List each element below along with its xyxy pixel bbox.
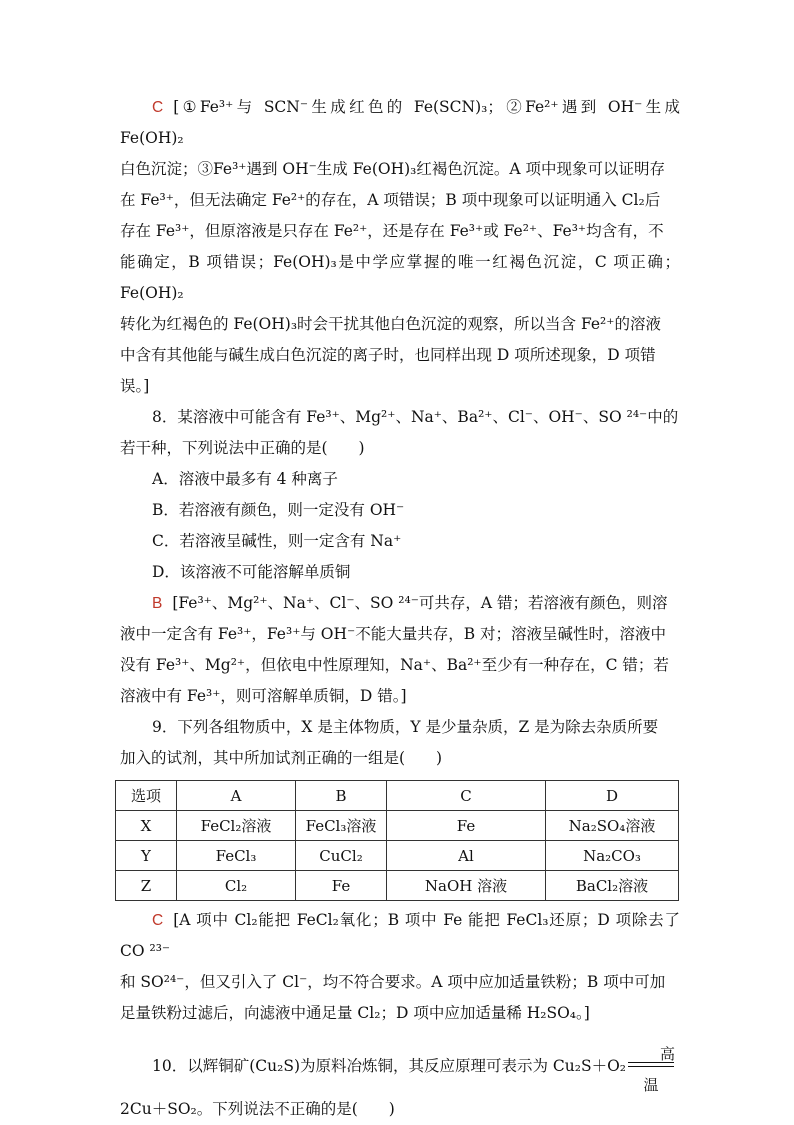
table-cell: A [177, 781, 296, 811]
answer-line: 误。] [120, 377, 150, 395]
question-stem: 若干种，下列说法中正确的是( ) [120, 439, 365, 457]
question-stem: 加入的试剂，其中所加试剂正确的一组是( ) [120, 749, 443, 767]
table-cell: Z [116, 871, 177, 901]
question-9 [120, 712, 680, 901]
table-cell: FeCl₂溶液 [177, 811, 296, 841]
answer-7 [120, 92, 680, 402]
answer-line: 液中一定含有 Fe³⁺，Fe³⁺与 OH⁻不能大量共存，B 对；溶液呈碱性时，溶液中 [120, 625, 667, 643]
answer-line: C [A 项中 Cl₂能把 FeCl₂氧化；B 项中 Fe 能把 FeCl₃还原；D 项除去了 CO ²³⁻ [120, 911, 680, 960]
question-stem: 2Cu＋SO₂。下列说法不正确的是( ) [120, 1100, 395, 1118]
table-cell: Fe [387, 811, 546, 841]
answer-letter: C [152, 912, 164, 929]
table-header-row [116, 781, 679, 811]
answer-line: 足量铁粉过滤后，向滤液中通足量 Cl₂；D 项中应加适量稀 H₂SO₄。] [120, 1004, 590, 1022]
option-a: A．溶液中最多有 4 种离子 [152, 470, 338, 488]
table-cell: CuCl₂ [296, 841, 387, 871]
document-page [120, 92, 680, 1125]
table-cell: Na₂SO₄溶液 [546, 811, 679, 841]
table-cell: Fe [296, 871, 387, 901]
question-8 [120, 402, 680, 588]
answer-line: 溶液中有 Fe³⁺，则可溶解单质铜，D 错。] [120, 687, 407, 705]
table-cell: D [546, 781, 679, 811]
table-cell: 选项 [116, 781, 177, 811]
table-cell: Na₂CO₃ [546, 841, 679, 871]
table-cell: B [296, 781, 387, 811]
option-d: D．该溶液不可能溶解单质铜 [152, 563, 351, 581]
answer-line: 能确定，B 项错误；Fe(OH)₃是中学应掌握的唯一红褐色沉淀，C 项正确；Fe(OH)₂ [120, 253, 680, 302]
question-10 [120, 1045, 680, 1125]
answer-line: C [①Fe³⁺与 SCN⁻生成红色的 Fe(SCN)₃；②Fe²⁺遇到 OH⁻生成 Fe(OH)₂ [120, 98, 680, 147]
answer-9 [120, 905, 680, 1029]
table-row [116, 841, 679, 871]
answer-line: 白色沉淀；③Fe³⁺遇到 OH⁻生成 Fe(OH)₃红褐色沉淀。A 项中现象可以证明存 [120, 160, 665, 178]
table-cell: C [387, 781, 546, 811]
table-cell: Y [116, 841, 177, 871]
answer-line: 存在 Fe³⁺，但原溶液是只存在 Fe²⁺，还是存在 Fe³⁺或 Fe²⁺、Fe³⁺均含有，不 [120, 222, 664, 240]
answer-line: B [Fe³⁺、Mg²⁺、Na⁺、Cl⁻、SO ²⁴⁻可共存，A 错；若溶液有颜色，则溶 [152, 594, 668, 612]
question-stem: 9．下列各组物质中，X 是主体物质，Y 是少量杂质，Z 是为除去杂质所要 [152, 718, 659, 736]
option-c: C．若溶液呈碱性，则一定含有 Na⁺ [152, 532, 402, 550]
table-row [116, 871, 679, 901]
reaction-arrow [628, 1045, 676, 1094]
table-cell: NaOH 溶液 [387, 871, 546, 901]
table-cell: X [116, 811, 177, 841]
answer-line: 在 Fe³⁺，但无法确定 Fe²⁺的存在，A 项错误；B 项中现象可以证明通入 Cl₂后 [120, 191, 661, 209]
table-row [116, 811, 679, 841]
answer-line: 没有 Fe³⁺、Mg²⁺，但依电中性原理知，Na⁺、Ba²⁺至少有一种存在，C 错；若 [120, 656, 669, 674]
table-cell: FeCl₃ [177, 841, 296, 871]
table-cell: BaCl₂溶液 [546, 871, 679, 901]
options-table [115, 780, 679, 901]
table-cell: FeCl₃溶液 [296, 811, 387, 841]
answer-letter: C [152, 99, 164, 116]
option-b: B．若溶液有颜色，则一定没有 OH⁻ [152, 501, 405, 519]
question-stem: 8．某溶液中可能含有 Fe³⁺、Mg²⁺、Na⁺、Ba²⁺、Cl⁻、OH⁻、SO ²⁴⁻中的 [152, 408, 679, 426]
answer-line: 中含有其他能与碱生成白色沉淀的离子时，也同样出现 D 项所述现象，D 项错 [120, 346, 656, 364]
answer-line: 和 SO²⁴⁻，但又引入了 Cl⁻，均不符合要求。A 项中应加适量铁粉；B 项中可加 [120, 973, 666, 991]
answer-8 [120, 588, 680, 712]
table-cell: Cl₂ [177, 871, 296, 901]
reaction-condition: 高温 [643, 1045, 676, 1094]
answer-line: 转化为红褐色的 Fe(OH)₃时会干扰其他白色沉淀的观察，所以当含 Fe²⁺的溶液 [120, 315, 661, 333]
question-stem: 10．以辉铜矿(Cu₂S)为原料冶炼铜，其反应原理可表示为 Cu₂S＋O₂ 高温 [120, 1051, 680, 1082]
table-cell: Al [387, 841, 546, 871]
answer-letter: B [152, 595, 163, 612]
